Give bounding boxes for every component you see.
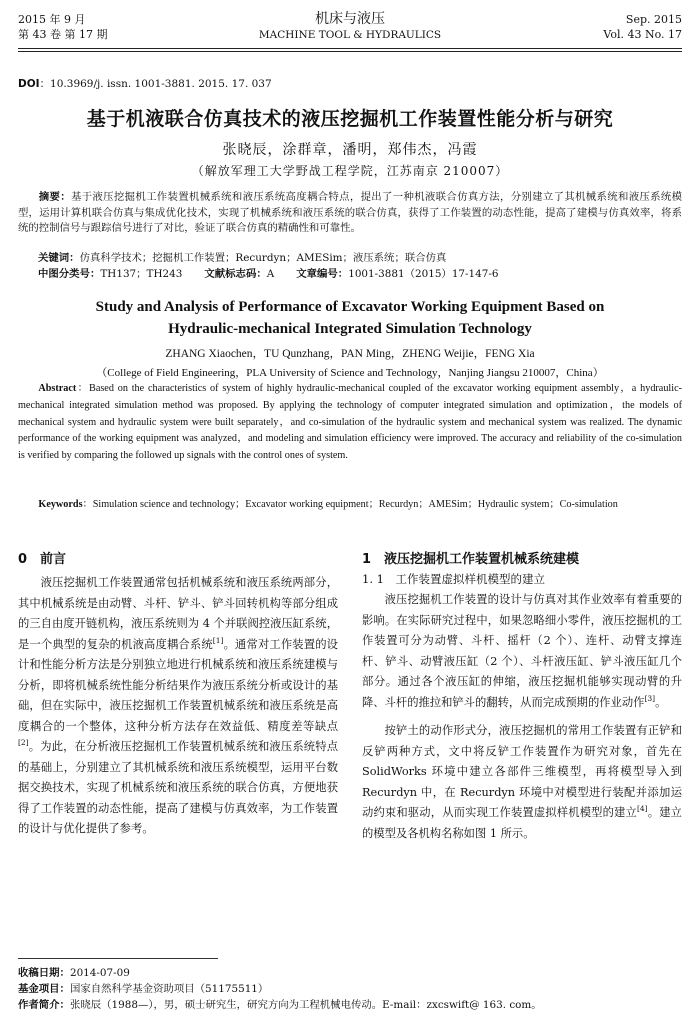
keywords-zh-text: 仿真科学技术；挖掘机工作装置；Recurdyn；AMESim；液压系统；联合仿真	[79, 252, 447, 264]
header-left	[18, 12, 107, 42]
section-1-text-2: 。	[655, 695, 667, 709]
title-en	[18, 296, 682, 340]
header-right	[603, 12, 682, 42]
doi-value: ：10.3969/j. issn. 1001-3881. 2015. 17. 037	[39, 78, 272, 90]
citation-4: [4]	[636, 804, 648, 814]
abstract-zh	[18, 190, 682, 237]
section-1-text-3: 按铲土的动作形式分，液压挖掘机的常用工作装置有正铲和反铲两种方式，文中将反铲工作装置作为研究对象，首先在 SolidWorks 环境中建立各部件三维模型，再将模型导入到 Recurdyn 中，在 Recurdyn 环境中对模型进行装配并添加运动约束和驱动，从而实现工作装置虚拟样机模型的建立	[362, 724, 682, 819]
abstract-zh-label: 摘要：	[38, 191, 71, 203]
abstract-en-text: ：Based on the characteristics of system of highly hydraulic-mechanical coupled of the excavator working equipment assembly，a hydraulic-mechanical integrated simulation method was proposed. By applying the technology of computer integrated simulation and optimization，the models of mechanical system and hydraulic system were built separately，and co-simulation of the hydraulic system and mechanical system was realized. The dynamic performance of the working equipment was analyzed，and modeling and simulation efficiency were improved. The accuracy and reliability of the co-simulation is verified by comparing the followed up signals with the control ones of system.	[18, 383, 682, 462]
section-0-paragraph	[18, 573, 338, 840]
fund-label: 基金项目：	[18, 983, 70, 995]
title-zh: 基于机液联合仿真技术的液压挖掘机工作装置性能分析与研究	[86, 108, 614, 130]
footnote-author	[18, 997, 682, 1013]
article-id-value: 1001-3881（2015）17-147-6	[348, 268, 499, 280]
abstract-en-label: Abstract	[38, 383, 77, 394]
section-0-text-3: 。为此，在分析液压挖掘机工作装置机械系统和液压系统特点的基础上，分别建立了其机械系统和液压系统模型，运用平台数据交换技术，实现了机械系统和液压系统的联合仿真，方便地获得了工作装置的动态性能，提高了建模与仿真效率，为工作装置的设计与优化提供了参考。	[18, 740, 338, 835]
header-rule	[18, 48, 682, 49]
authors-en: ZHANG Xiaochen，TU Qunzhang，PAN Ming，ZHENG Weijie，FENG Xia	[165, 348, 535, 360]
section-0-heading: 0 前言	[18, 552, 67, 567]
citation-1: [1]	[212, 635, 224, 645]
doi-label: DOI	[18, 78, 40, 90]
section-1-text-4: 。建立的模型及各机构名称如图 1 所示。	[362, 806, 682, 840]
header-rule-thin	[18, 51, 682, 52]
keywords-zh	[38, 251, 682, 267]
subsection-1-1-heading: 1. 1 工作装置虚拟样机模型的建立	[362, 572, 545, 586]
header-volume: 第 43 卷 第 17 期	[18, 28, 108, 41]
section-1-heading: 1 液压挖掘机工作装置机械系统建模	[362, 552, 580, 567]
footnote	[18, 965, 682, 1013]
section-0-text-2: 。通常对工作装置的设计和性能分析方法是分别独立地进行机械系统和液压系统建模与分析，即将机械系统性能分析结果作为液压系统分析或设计的基础，但在实际中，液压挖掘机工作装置机械系统和液压系统是高度耦合的一个整体，这种分析方法存在效益低、精度差等缺点	[18, 637, 338, 733]
author-bio-label: 作者简介：	[18, 999, 70, 1011]
received-value: 2014-07-09	[69, 967, 130, 979]
header-center	[200, 10, 500, 43]
header-date: 2015 年 9 月	[18, 13, 86, 26]
footnote-rule	[18, 958, 218, 959]
clc-label: 中图分类号：	[38, 268, 101, 280]
authors-zh: 张晓辰，涂群章，潘明，郑伟杰，冯霞	[222, 142, 478, 158]
abstract-en	[18, 381, 682, 465]
classification-zh	[38, 267, 682, 283]
title-en-line2: Hydraulic-mechanical Integrated Simulation Technology	[168, 321, 532, 337]
section-0-text-1: 液压挖掘机工作装置通常包括机械系统和液压系统两部分，其中机械系统是由动臂、斗杆、铲斗、铲斗回转机构等部分组成的三自由度开链机构，液压系统则为 4 个并联阀控液压缸系统，是一个典型的复杂的机液高度耦合系统	[18, 576, 338, 651]
article-id-label: 文章编号：	[296, 268, 349, 280]
footnote-fund	[18, 981, 682, 997]
keywords-zh-label: 关键词：	[38, 252, 80, 264]
received-label: 收稿日期：	[18, 967, 70, 979]
keywords-en-text: ：Simulation science and technology；Excavator working equipment；Recurdyn；AMESim；Hydraulic system；Co-simulation	[82, 499, 618, 510]
keywords-en-label: Keywords	[38, 499, 83, 510]
doc-code-label: 文献标志码：	[204, 268, 267, 280]
abstract-zh-text: 基于液压挖掘机工作装置机械系统和液压系统高度耦合特点，提出了一种机液联合仿真方法，分别建立了其机械系统和液压系统模型，运用计算机联合仿真与集成优化技术，实现了机械系统和液压系统的联合仿真，获得了工作装置的动态性能，提高了建模与仿真效率，将系统的控制信号与跟踪信号进行了对比，验证了联合仿真的精确性和可靠性。	[18, 191, 683, 234]
doi-line	[18, 76, 272, 91]
doc-code-value: A	[266, 268, 275, 280]
journal-name-en: MACHINE TOOL & HYDRAULICS	[258, 29, 442, 41]
keywords-en	[18, 497, 682, 514]
affiliation-en: （College of Field Engineering，PLA University of Science and Technology，Nanjing Jiangsu 210007，China）	[96, 367, 604, 379]
author-bio-value: 张晓辰（1988—），男，硕士研究生，研究方向为工程机械电传动。E-mail：zxcswift@ 163. com。	[69, 999, 542, 1011]
section-1-paragraph-2	[362, 721, 682, 844]
citation-3: [3]	[644, 693, 656, 703]
title-en-line1: Study and Analysis of Performance of Excavator Working Equipment Based on	[95, 299, 605, 315]
footnote-received	[18, 965, 682, 981]
section-1	[362, 548, 682, 844]
clc-value: TH137；TH243	[100, 268, 183, 280]
section-1-paragraph-1	[362, 590, 682, 713]
header-volume-en: Vol. 43 No. 17	[603, 28, 682, 41]
section-1-text-1: 液压挖掘机工作装置的设计与仿真对其作业效率有着重要的影响。在实际研究过程中，如果忽略细小零件，液压挖掘机的工作装置可分为动臂、斗杆、摇杆（2 个）、连杆、动臂支撑连杆、铲斗、动臂液压缸（2 个）、斗杆液压缸、铲斗液压缸几个部分。通过各个液压缸的伸缩，液压挖掘机能够实现动臂的升降、斗杆的推拉和铲斗的翻转，从而完成预期的作业动作	[362, 593, 682, 709]
section-0	[18, 548, 338, 840]
header-date-en: Sep. 2015	[625, 13, 682, 26]
citation-2: [2]	[18, 738, 29, 748]
affiliation-zh: （解放军理工大学野战工程学院，江苏南京 210007）	[191, 164, 509, 178]
journal-name-zh: 机床与液压	[315, 11, 385, 27]
fund-value: 国家自然科学基金资助项目（51175511）	[69, 983, 269, 995]
